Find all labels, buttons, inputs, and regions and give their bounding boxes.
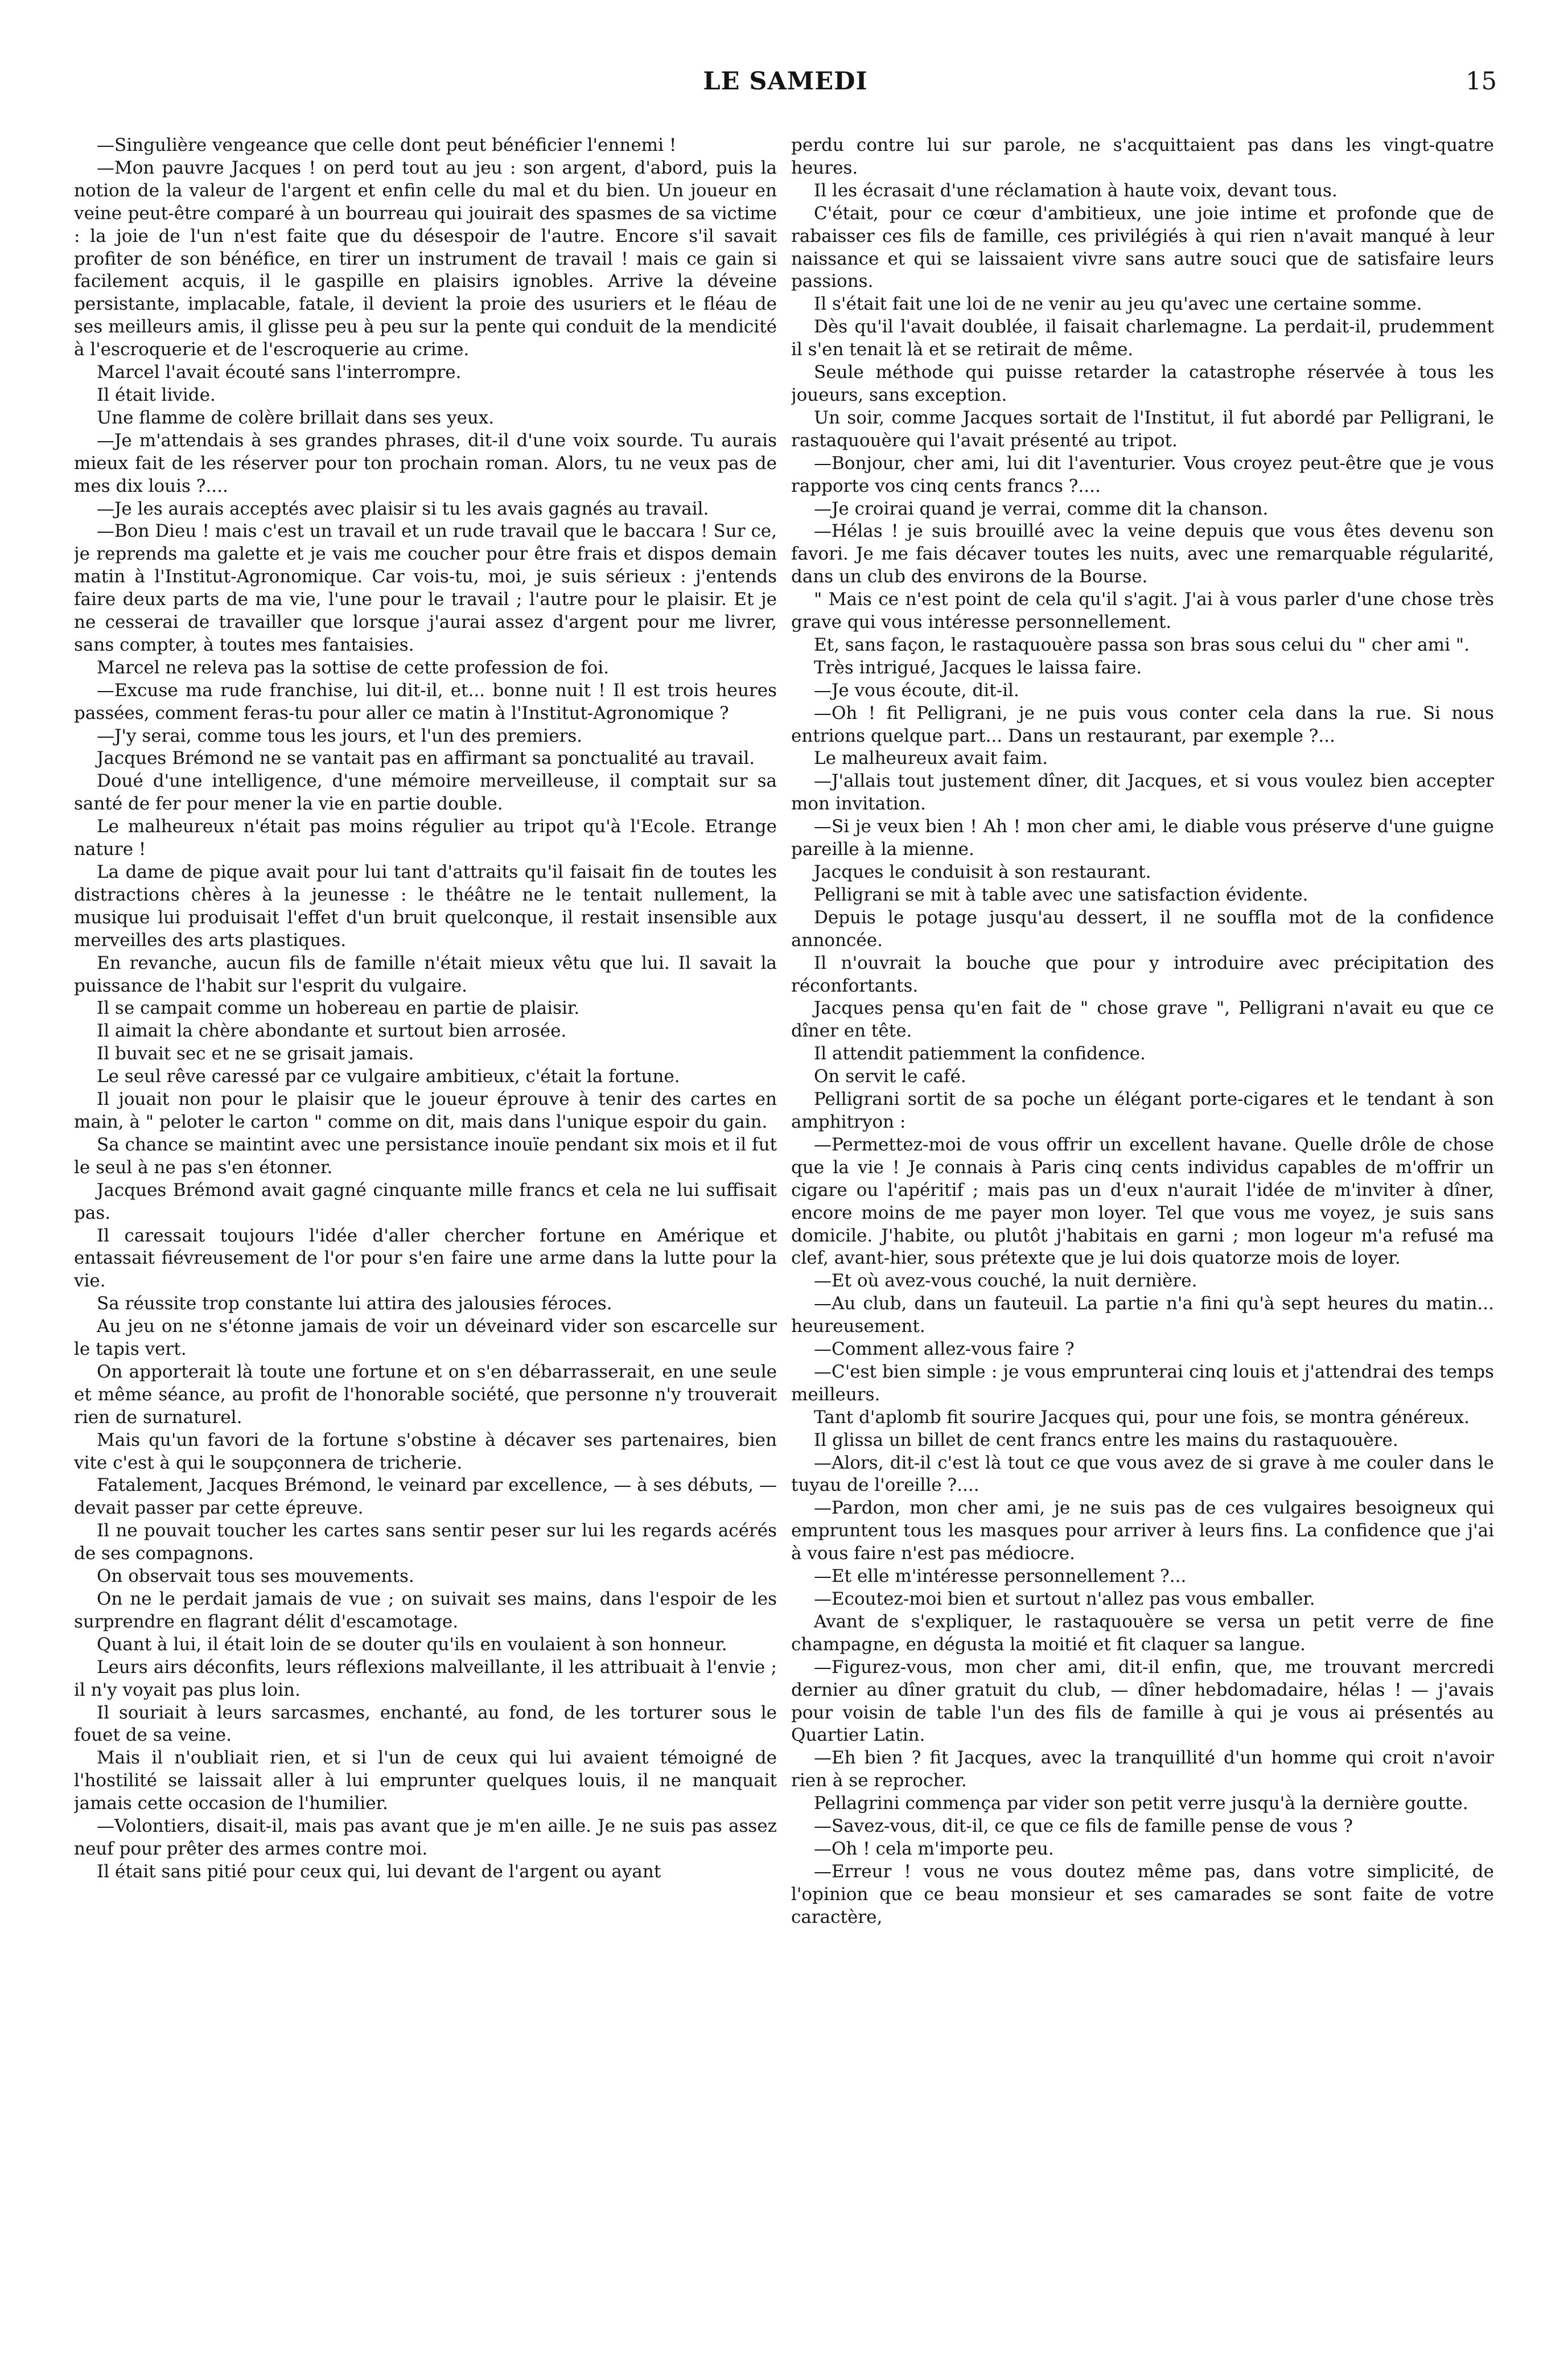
paragraph: —Oh ! fit Pelligrani, je ne puis vous conter cela dans la rue. Si nous entrions quelque part... Dans un restaurant, par exemple ?...	[791, 702, 1494, 746]
paragraph: Un soir, comme Jacques sortait de l'Institut, il fut abordé par Pelligrani, le rastaquouère qui l'avait présenté au tripot.	[791, 407, 1494, 451]
paragraph: Il glissa un billet de cent francs entre les mains du rastaquouère.	[814, 1429, 1398, 1450]
paragraph: Pelligrani sortit de sa poche un élégant porte-cigares et le tendant à son amphitryon :	[791, 1089, 1494, 1132]
paragraph: —Eh bien ? fit Jacques, avec la tranquillité d'un homme qui croit n'avoir rien à se reprocher.	[791, 1748, 1494, 1791]
paragraph: Jacques pensa qu'en fait de " chose grave ", Pelligrani n'avait eu que ce dîner en tête.	[791, 998, 1494, 1042]
paragraph: Le malheureux n'était pas moins régulier au tripot qu'à l'Ecole. Etrange nature !	[74, 816, 777, 860]
paragraph: —Et où avez-vous couché, la nuit dernière.	[814, 1271, 1197, 1292]
paragraph: Pellagrini commença par vider son petit verre jusqu'à la dernière goutte.	[814, 1793, 1468, 1814]
paragraph: —Mon pauvre Jacques ! on perd tout au jeu : son argent, d'abord, puis la notion de la valeur de l'argent et enfin celle du mal et du bien. Un joueur en veine peut-être comparé à un bourreau qui jouirait des spasmes de sa victime : la joie de l'un n'est faite que du désespoir de l'autre. Encore s'il savait profiter de son bénéfice, en tirer un instrument de travail ! mais ce gain si facilement acquis, il le gaspille en plaisirs ignobles. Arrive la déveine persistante, implacable, fatale, il devient la proie des usuriers et le fléau de ses meilleurs amis, il glisse peu à peu sur la pente qui conduit de la mendicité à l'escroquerie et de l'escroquerie au crime.	[74, 157, 777, 360]
paragraph: Il était livide.	[97, 384, 216, 405]
paragraph: Il souriait à leurs sarcasmes, enchanté, au fond, de les torturer sous le fouet de sa veine.	[74, 1702, 777, 1746]
page-header	[74, 67, 1497, 101]
paragraph: —Permettez-moi de vous offrir un excellent havane. Quelle drôle de chose que la vie ! Je connais à Paris cinq cents individus capables de m'offrir un cigare ou l'apéritif ; mais pas un d'eux n'aurait l'idée de m'inviter à dîner, encore moins de me payer mon loyer. Tel que vous me voyez, je suis sans domicile. J'habite, ou plutôt j'habitais en garni ; mon logeur m'a refusé ma clef, avant-hier, sous prétexte que je lui dois quatorze mois de loyer.	[791, 1134, 1494, 1269]
paragraph: —J'allais tout justement dîner, dit Jacques, et si vous voulez bien accepter mon invitation.	[791, 771, 1494, 815]
journal-title: LE SAMEDI	[703, 67, 868, 96]
paragraph: —Singulière vengeance que celle dont peut bénéficier l'ennemi !	[97, 135, 677, 155]
paragraph: Très intrigué, Jacques le laissa faire.	[814, 657, 1142, 678]
paragraph: Sa chance se maintint avec une persistance inouïe pendant six mois et il fut le seul à ne pas s'en étonner.	[74, 1134, 777, 1178]
paragraph: Leurs airs déconfits, leurs réflexions malveillante, il les attribuait à l'envie ; il n'y voyait pas plus loin.	[74, 1656, 777, 1700]
paragraph: —Je croirai quand je verrai, comme dit la chanson.	[814, 498, 1269, 519]
right-column	[791, 134, 1494, 2343]
paragraph: —Je m'attendais à ses grandes phrases, dit-il d'une voix sourde. Tu aurais mieux fait de les réserver pour ton prochain roman. Alors, tu ne veux pas de mes dix louis ?....	[74, 430, 777, 496]
paragraph: Il attendit patiemment la confidence.	[814, 1043, 1146, 1064]
paragraph: Il aimait la chère abondante et surtout bien arrosée.	[97, 1021, 567, 1042]
paragraph: En revanche, aucun fils de famille n'était mieux vêtu que lui. Il savait la puissance de l'habit sur l'esprit du vulgaire.	[74, 952, 777, 996]
paragraph: Avant de s'expliquer, le rastaquouère se versa un petit verre de fine champagne, en dégusta la moitié et fit claquer sa langue.	[791, 1611, 1494, 1655]
paragraph: Le malheureux avait faim.	[814, 748, 1048, 769]
paragraph: —Volontiers, disait-il, mais pas avant que je m'en aille. Je ne suis pas assez neuf pour prêter des armes contre moi.	[74, 1816, 777, 1859]
paragraph: Dès qu'il l'avait doublée, il faisait charlemagne. La perdait-il, prudemment il s'en tenait là et se retirait de même.	[791, 316, 1494, 360]
paragraph: —Erreur ! vous ne vous doutez même pas, dans votre simplicité, de l'opinion que ce beau monsieur et ses camarades se sont faite de votre caractère,	[791, 1861, 1494, 1927]
paragraph: Et, sans façon, le rastaquouère passa son bras sous celui du " cher ami ".	[814, 634, 1470, 655]
paragraph: " Mais ce n'est point de cela qu'il s'agit. J'ai à vous parler d'une chose très grave qui vous intéresse personnellement.	[791, 589, 1494, 633]
paragraph: Marcel l'avait écouté sans l'interrompre.	[97, 362, 462, 383]
paragraph: —Je vous écoute, dit-il.	[814, 680, 1019, 701]
paragraph: Quant à lui, il était loin de se douter qu'ils en voulaient à son honneur.	[97, 1634, 727, 1655]
paragraph: La dame de pique avait pour lui tant d'attraits qu'il faisait fin de toutes les distractions chères à la jeunesse : le théâtre ne le tentait nullement, la musique lui produisait l'effet d'un bruit quelconque, il restait insensible aux merveilles des arts plastiques.	[74, 862, 777, 951]
paragraph: —Je les aurais acceptés avec plaisir si tu les avais gagnés au travail.	[97, 498, 709, 519]
left-column	[74, 134, 777, 2343]
paragraph: —Alors, dit-il c'est là tout ce que vous avez de si grave à me couler dans le tuyau de l'oreille ?....	[791, 1452, 1494, 1496]
paragraph: C'était, pour ce cœur d'ambitieux, une joie intime et profonde que de rabaisser ces fils de famille, ces privilégiés à qui rien n'avait manqué à leur naissance et qui se laissaient vivre sans autre souci que de satisfaire leurs passions.	[791, 203, 1494, 292]
paragraph: —C'est bien simple : je vous emprunterai cinq louis et j'attendrai des temps meilleurs.	[791, 1361, 1494, 1405]
paragraph: Mais il n'oubliait rien, et si l'un de ceux qui lui avaient témoigné de l'hostilité se laissait aller à lui emprunter quelques louis, il ne manquait jamais cette occasion de l'humilier.	[74, 1748, 777, 1814]
paragraph: Jacques Brémond avait gagné cinquante mille francs et cela ne lui suffisait pas.	[74, 1179, 777, 1223]
paragraph: Il était sans pitié pour ceux qui, lui devant de l'argent ou ayant	[97, 1861, 661, 1882]
paragraph: Mais qu'un favori de la fortune s'obstine à décaver ses partenaires, bien vite c'est à qui le soupçonnera de tricherie.	[74, 1429, 777, 1473]
paragraph: On servit le café.	[814, 1066, 966, 1087]
paragraph: Il buvait sec et ne se grisait jamais.	[97, 1043, 414, 1064]
paragraph: —Oh ! cela m'importe peu.	[814, 1838, 1054, 1859]
paragraph: Seule méthode qui puisse retarder la catastrophe réservée à tous les joueurs, sans exception.	[791, 362, 1494, 405]
paragraph: Sa réussite trop constante lui attira des jalousies féroces.	[97, 1293, 612, 1314]
paragraph: perdu contre lui sur parole, ne s'acquittaient pas dans les vingt-quatre heures.	[791, 135, 1494, 178]
paragraph: Il s'était fait une loi de ne venir au jeu qu'avec une certaine somme.	[814, 294, 1422, 315]
paragraph: Tant d'aplomb fit sourire Jacques qui, pour une fois, se montra généreux.	[814, 1407, 1470, 1428]
paragraph: —Bon Dieu ! mais c'est un travail et un rude travail que le baccara ! Sur ce, je reprends ma galette et je vais me coucher pour être frais et dispos demain matin à l'Institut-Agronomique. Car vois-tu, moi, je suis sérieux : j'entends faire deux parts de ma vie, l'une pour le travail ; l'autre pour le plaisir. Et je ne cesserai de travailler que lorsque j'aurai assez d'argent pour me livrer, sans compter, à toutes mes fantaisies.	[74, 521, 777, 655]
paragraph: Il jouait non pour le plaisir que le joueur éprouve à tenir des cartes en main, à " peloter le carton " comme on dit, mais dans l'unique espoir du gain.	[74, 1089, 777, 1132]
paragraph: On observait tous ses mouvements.	[97, 1566, 414, 1587]
paragraph: Il les écrasait d'une réclamation à haute voix, devant tous.	[814, 180, 1337, 201]
paragraph: Il caressait toujours l'idée d'aller chercher fortune en Amérique et entassait fiévreusement de l'or pour s'en faire une arme dans la lutte pour la vie.	[74, 1225, 777, 1292]
paragraph: Doué d'une intelligence, d'une mémoire merveilleuse, il comptait sur sa santé de fer pour mener la vie en partie double.	[74, 771, 777, 815]
paragraph: —Savez-vous, dit-il, ce que ce fils de famille pense de vous ?	[814, 1816, 1353, 1837]
paragraph: —Figurez-vous, mon cher ami, dit-il enfin, que, me trouvant mercredi dernier au dîner gratuit du club, — dîner hebdomadaire, hélas ! — j'avais pour voisin de table l'un des fils de famille à qui je vous ai présentés au Quartier Latin.	[791, 1656, 1494, 1746]
paragraph: Jacques le conduisit à son restaurant.	[814, 862, 1151, 882]
paragraph: Une flamme de colère brillait dans ses yeux.	[97, 407, 495, 428]
paragraph: On ne le perdait jamais de vue ; on suivait ses mains, dans l'espoir de les surprendre en flagrant délit d'escamotage.	[74, 1589, 777, 1632]
paragraph: Depuis le potage jusqu'au dessert, il ne souffla mot de la confidence annoncée.	[791, 907, 1494, 951]
paragraph: —Excuse ma rude franchise, lui dit-il, et... bonne nuit ! Il est trois heures passées, comment feras-tu pour aller ce matin à l'Institut-Agronomique ?	[74, 680, 777, 723]
paragraph: Au jeu on ne s'étonne jamais de voir un déveinard vider son escarcelle sur le tapis vert.	[74, 1316, 777, 1360]
paragraph: —Et elle m'intéresse personnellement ?...	[814, 1566, 1187, 1587]
paragraph: Il n'ouvrait la bouche que pour y introduire avec précipitation des réconfortants.	[791, 952, 1494, 996]
paragraph: —Bonjour, cher ami, lui dit l'aventurier. Vous croyez peut-être que je vous rapporte vos cinq cents francs ?....	[791, 453, 1494, 496]
paragraph: Jacques Brémond ne se vantait pas en affirmant sa ponctualité au travail.	[97, 748, 755, 769]
paragraph: —Au club, dans un fauteuil. La partie n'a fini qu'à sept heures du matin... heureusement.	[791, 1293, 1494, 1337]
paragraph: —Ecoutez-moi bien et surtout n'allez pas vous emballer.	[814, 1589, 1315, 1609]
paragraph: —J'y serai, comme tous les jours, et l'un des premiers.	[97, 725, 583, 746]
paragraph: Il ne pouvait toucher les cartes sans sentir peser sur lui les regards acérés de ses compagnons.	[74, 1520, 777, 1564]
paragraph: Pelligrani se mit à table avec une satisfaction évidente.	[814, 884, 1308, 905]
page-number: 15	[1466, 67, 1497, 96]
paragraph: Il se campait comme un hobereau en partie de plaisir.	[97, 998, 580, 1019]
paragraph: Marcel ne releva pas la sottise de cette profession de foi.	[97, 657, 609, 678]
paragraph: —Si je veux bien ! Ah ! mon cher ami, le diable vous préserve d'une guigne pareille à la mienne.	[791, 816, 1494, 860]
paragraph: —Hélas ! je suis brouillé avec la veine depuis que vous êtes devenu son favori. Je me fais décaver toutes les nuits, avec une remarquable régularité, dans un club des environs de la Bourse.	[791, 521, 1494, 587]
paragraph: —Pardon, mon cher ami, je ne suis pas de ces vulgaires besoigneux qui empruntent tous les masques pour arriver à leurs fins. La confidence que j'ai à vous faire n'est pas médiocre.	[791, 1498, 1494, 1564]
paragraph: On apporterait là toute une fortune et on s'en débarrasserait, en une seule et même séance, au profit de l'honorable société, que personne n'y trouverait rien de surnaturel.	[74, 1361, 777, 1428]
paragraph: Fatalement, Jacques Brémond, le veinard par excellence, — à ses débuts, — devait passer par cette épreuve.	[74, 1475, 777, 1519]
paragraph: —Comment allez-vous faire ?	[814, 1339, 1075, 1360]
paragraph: Le seul rêve caressé par ce vulgaire ambitieux, c'était la fortune.	[97, 1066, 680, 1087]
